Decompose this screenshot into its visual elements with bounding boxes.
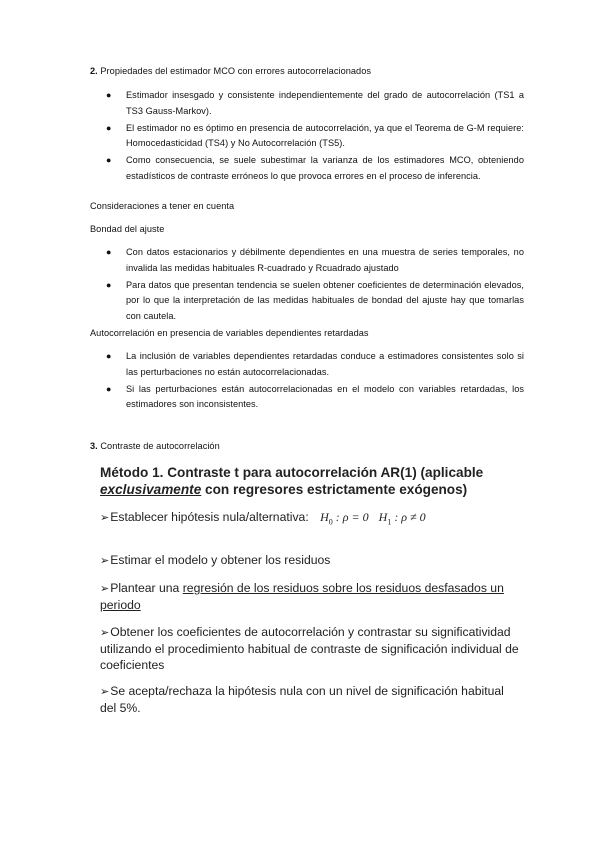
list-item: ● Si las perturbaciones están autocorrelacionadas en el modelo con variables retardadas, los estimadores son inconsistentes. — [106, 383, 524, 409]
goodness-heading: Bondad del ajuste — [90, 224, 165, 234]
section-2-title: Propiedades del estimador MCO con errores autocorrelacionados — [100, 66, 372, 76]
list-item: ● El estimador no es óptimo en presencia de autocorrelación, ya que el Teorema de G-M requiere: Homocedasticidad (TS4) y No Autocorrelación (TS5). — [106, 122, 524, 148]
arrow-bullet-icon: ➢ — [100, 512, 110, 524]
hypothesis-formula: $H_0$ : ρ = 0 $H_1$ : ρ ≠ 0 — [320, 510, 426, 527]
section-2-bullets — [90, 88, 524, 186]
lagged-heading: Autocorrelación en presencia de variables dependientes retardadas — [90, 328, 369, 338]
section-3-number: 3. — [90, 441, 98, 451]
considerations-heading: Consideraciones a tener en cuenta — [90, 201, 235, 211]
bullet-icon: ● — [106, 122, 112, 133]
bullet-icon: ● — [106, 90, 112, 100]
method-step-regression: ➢Plantear una regresión de los residuos sobre los residuos desfasados un periodo — [100, 581, 504, 612]
emphasis-exclusive: exclusivamente — [100, 482, 202, 497]
arrow-bullet-icon: ➢ — [100, 583, 110, 595]
bullet-icon: ● — [106, 247, 112, 257]
section-3-title: Contraste de autocorrelación — [100, 441, 220, 451]
goodness-bullets — [90, 245, 524, 326]
bullet-icon: ● — [106, 155, 112, 165]
method-step-decision: ➢Se acepta/rechaza la hipótesis nula con un nivel de significación habitual del 5%. — [100, 684, 504, 715]
arrow-bullet-icon: ➢ — [100, 555, 110, 567]
list-item: ● Con datos estacionarios y débilmente dependientes en una muestra de series temporales, no invalida las medidas habituales R-cuadrado y Rcuadrado ajustado — [106, 247, 524, 273]
section-2-number: 2. — [90, 66, 98, 76]
arrow-bullet-icon: ➢ — [100, 686, 110, 698]
bullet-icon: ● — [106, 383, 112, 394]
bullet-icon: ● — [106, 351, 112, 361]
method-step-coefficients: ➢Obtener los coeficientes de autocorrelación y contrastar su significatividad utilizando el procedimiento habitual de contraste de significación individual de coeficientes — [100, 625, 519, 672]
underlined-regression-text: regresión de los residuos sobre los residuos desfasados un periodo — [100, 581, 504, 612]
section-2-heading — [90, 64, 371, 80]
method-step-hypothesis: ➢Establecer hipótesis nula/alternativa: $H_0$ : ρ = 0 $H_1$ : ρ ≠ 0 — [100, 510, 426, 527]
list-item: ● Como consecuencia, se suele subestimar la varianza de los estimadores MCO, obteniendo estadísticos de contraste erróneos lo que provoca errores en el proceso de inferencia. — [106, 155, 524, 181]
method-1-title: Método 1. Contraste t para autocorrelación AR(1) (aplicable exclusivamente con regresores estrictamente exógenos) — [100, 465, 484, 497]
section-3-heading — [90, 439, 220, 455]
list-item: ● Estimador insesgado y consistente independientemente del grado de autocorrelación (TS1 a TS3 Gauss-Markov). — [106, 90, 524, 116]
arrow-bullet-icon: ➢ — [100, 627, 110, 639]
list-item: ● Para datos que presentan tendencia se suelen obtener coeficientes de determinación elevados, por lo que la interpretación de las medidas habituales de bondad del ajuste hay que tomarlas con cautela. — [106, 279, 524, 321]
method-step-estimate: ➢Estimar el modelo y obtener los residuos — [100, 553, 331, 567]
bullet-icon: ● — [106, 279, 112, 290]
lagged-bullets — [90, 349, 524, 414]
list-item: ● La inclusión de variables dependientes retardadas conduce a estimadores consistentes solo si las perturbaciones no están autocorrelacionadas. — [106, 351, 524, 377]
